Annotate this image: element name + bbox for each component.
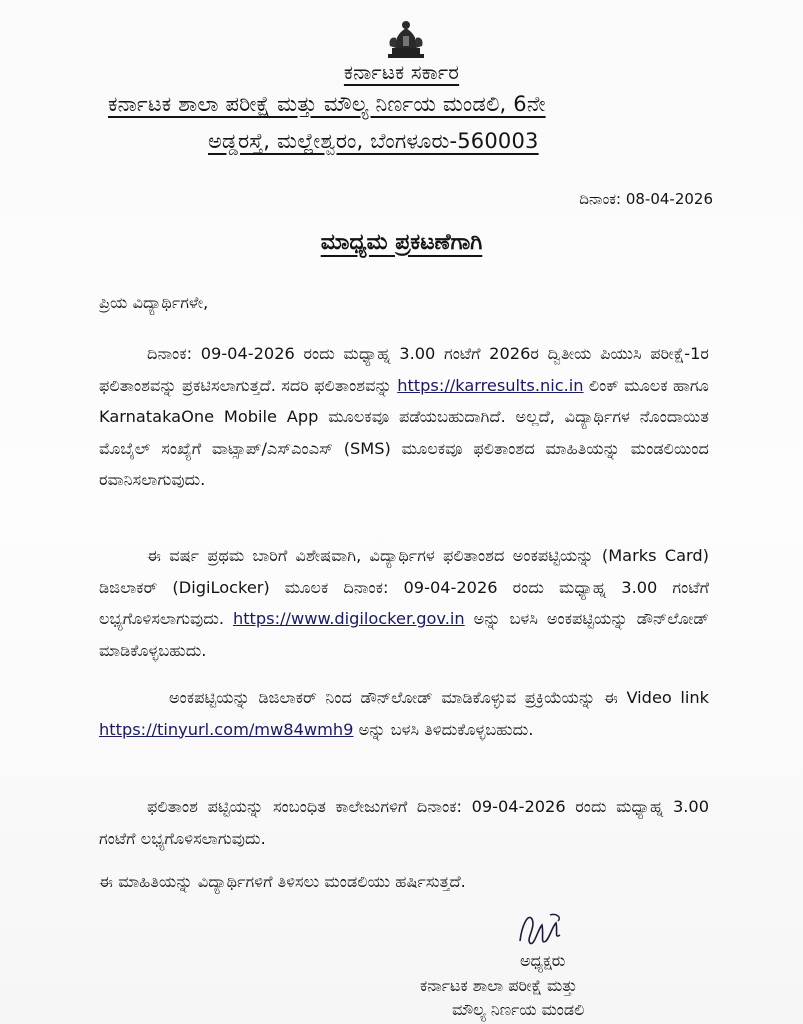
video-link[interactable]: https://tinyurl.com/mw84wmh9 xyxy=(99,719,354,739)
paragraph-closing: ಈ ಮಾಹಿತಿಯನ್ನು ವಿದ್ಯಾರ್ಥಿಗಳಿಗೆ ತಿಳಿಸಲು ಮಂಡಲಿಯು ಹರ್ಷಿಸುತ್ತದೆ. xyxy=(99,872,466,891)
paragraph-text: ದಿನಾಂಕ: 09-04-2026 ರಂದು ಮಧ್ಯಾಹ್ನ 3.00 ಗಂಟೆಗೆ 2026ರ ದ್ವಿತೀಯ ಪಿಯುಸಿ ಪರೀಕ್ಷೆ-1ರ ಫಲಿತಾಂಶವನ್ನು ಪ್ರಕಟಿಸಲಾಗುತ್ತದೆ. ಸದರಿ ಫಲಿತಾಂಶವನ್ನು xyxy=(99,344,709,395)
digilocker-link[interactable]: https://www.digilocker.gov.in xyxy=(232,609,465,628)
signatory-org-line2: ಮೌಲ್ಯ ನಿರ್ಣಯ ಮಂಡಲಿ xyxy=(452,1000,585,1019)
document-date: ದಿನಾಂಕ: 08-04-2026 xyxy=(579,190,713,208)
signature-icon xyxy=(512,905,572,953)
paragraph-result-announcement xyxy=(99,338,709,496)
document-title: ಮಾಧ್ಯಮ ಪ್ರಕಟಣೆಗಾಗಿ xyxy=(320,230,483,255)
paragraph-digilocker xyxy=(99,540,709,666)
salutation: ಪ್ರಿಯ ವಿದ್ಯಾರ್ಥಿಗಳೇ, xyxy=(99,293,209,312)
paragraph-text: ಅನ್ನು ಬಳಸಿ ಅಂಕಪಟ್ಟಿಯನ್ನು ಡೌನ್‌ಲೋಡ್ ಮಾಡಿಕೊಳ್ಳಬಹುದು. xyxy=(99,609,709,660)
paragraph-text: ಲಿಂಕ್ ಮೂಲಕ ಹಾಗೂ KarnatakaOne Mobile App ಮೂಲಕವೂ ಪಡೆಯಬಹುದಾಗಿದೆ. ಅಲ್ಲದೆ, ವಿದ್ಯಾರ್ಥಿಗಳ ನೊಂದಾಯಿತ ಮೊಬೈಲ್ ಸಂಖ್ಯೆಗೆ ವಾಟ್ಸಾಪ್/ಎಸ್‌ಎಂಎಸ್ (SMS) ಮೂಲಕವೂ ಫಲಿತಾಂಶದ ಮಾಹಿತಿಯನ್ನು ಮಂಡಲಿಯಿಂದ ರವಾನಿಸಲಾಗುವುದು. xyxy=(99,375,710,489)
karresults-link[interactable]: https://karresults.nic.in xyxy=(397,375,584,395)
state-emblem-icon xyxy=(386,18,426,62)
signatory-title: ಅಧ್ಯಕ್ಷರು xyxy=(520,951,566,970)
paragraph-college-results: ಫಲಿತಾಂಶ ಪಟ್ಟಿಯನ್ನು ಸಂಬಂಧಿತ ಕಾಲೇಜುಗಳಿಗೆ ದಿನಾಂಕ: 09-04-2026 ರಂದು ಮಧ್ಯಾಹ್ನ 3.00 ಗಂಟೆಗೆ ಲಭ್ಯಗೊಳಿಸಲಾಗುವುದು. xyxy=(99,797,709,848)
signatory-org-line1: ಕರ್ನಾಟಕ ಶಾಲಾ ಪರೀಕ್ಷೆ ಮತ್ತು xyxy=(420,976,578,995)
header-address: ಅಡ್ಡರಸ್ತೆ, ಮಲ್ಲೇಶ್ವರಂ, ಬೆಂಗಳೂರು-560003 xyxy=(208,129,539,153)
paragraph-text: ಅಂಕಪಟ್ಟಿಯನ್ನು ಡಿಜಿಲಾಕರ್ ನಿಂದ ಡೌನ್‌ಲೋಡ್ ಮಾಡಿಕೊಳ್ಳುವ ಪ್ರಕ್ರಿಯೆಯನ್ನು ಈ Video link xyxy=(169,688,709,707)
paragraph-video-link xyxy=(99,682,709,745)
header-board-name: ಕರ್ನಾಟಕ ಶಾಲಾ ಪರೀಕ್ಷೆ ಮತ್ತು ಮೌಲ್ಯ ನಿರ್ಣಯ ಮಂಡಲಿ, 6ನೇ xyxy=(108,92,546,116)
paragraph-text: ಈ ವರ್ಷ ಪ್ರಥಮ ಬಾರಿಗೆ ವಿಶೇಷವಾಗಿ, ವಿದ್ಯಾರ್ಥಿಗಳ ಫಲಿತಾಂಶದ ಅಂಕಪಟ್ಟಿಯನ್ನು (Marks Card) ಡಿಜಿಲಾಕರ್ (DigiLocker) ಮೂಲಕ ದಿನಾಂಕ: 09-04-2026 ರಂದು ಮಧ್ಯಾಹ್ನ 3.00 ಗಂಟೆಗೆ ಲಭ್ಯಗೊಳಿಸಲಾಗುವುದು. xyxy=(99,546,709,628)
header-government: ಕರ್ನಾಟಕ ಸರ್ಕಾರ xyxy=(343,60,460,84)
paragraph-text: ಅನ್ನು ಬಳಸಿ ತಿಳಿದುಕೊಳ್ಳಬಹುದು. xyxy=(353,719,534,739)
